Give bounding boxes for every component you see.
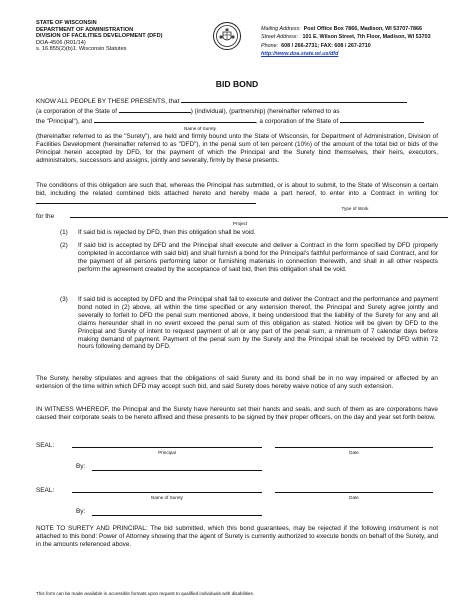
know-all-text: KNOW ALL PEOPLE BY THESE PRESENTS, that	[36, 98, 180, 105]
principal-name-field[interactable]	[181, 97, 407, 103]
conditions-paragraph	[36, 182, 438, 207]
corporation-state-text: (a corporation of the State of	[36, 108, 117, 115]
conditions-text: The conditions of this obligation are such that, whereas the Principal has submitted, or is about to submit, to the State of Wisconsin a certain bid, including the related combined bids attached hereto and hereby made a part hereof, to enter into a Contract in writing for	[36, 182, 438, 197]
agency-line-1: STATE OF WISCONSIN	[36, 20, 97, 26]
surety-state-field[interactable]	[340, 117, 424, 123]
by-label-1: By:	[76, 463, 86, 470]
intro-line-3	[36, 117, 424, 126]
agency-line-2: DEPARTMENT OF ADMINISTRATION	[36, 26, 134, 33]
state-seal-icon	[213, 22, 241, 50]
seal-label-2: SEAL:	[36, 487, 55, 494]
website-link[interactable]: http://www.doa.state.wi.us/dfd	[261, 51, 339, 58]
project-caption: Project	[232, 221, 248, 226]
seal-label-1: SEAL:	[36, 442, 55, 449]
principal-signature-line[interactable]	[72, 447, 262, 448]
for-the-line	[36, 212, 448, 221]
agency-block	[36, 20, 163, 53]
surety-date-line[interactable]	[275, 492, 433, 493]
item-2-number: (2)	[60, 242, 68, 249]
witness-paragraph: IN WITNESS WHEREOF, the Principal and the Surety have hereunto set their hands and seals, and such of them as are corporations have caused their corporate seals to be hereto affixed and these presents to be signed by their proper officers, on the day and year set forth below.	[36, 406, 438, 421]
by-label-2: By:	[76, 508, 86, 515]
phone-label: Phone:	[261, 42, 279, 49]
street-label: Street Address:	[261, 34, 298, 41]
date-caption-2: Date	[349, 495, 359, 500]
agency-line-3: DIVISION OF FACILITIES DEVELOPMENT (DFD)	[36, 33, 163, 40]
name-of-surety-caption: Name of Surety	[184, 126, 216, 131]
date-caption-1: Date	[349, 450, 359, 455]
item-1-number: (1)	[60, 229, 68, 236]
item-2-text: If said bid is accepted by DFD and the Principal shall execute and deliver a Contract in the form specified by DFD (properly completed in accordance with said bid) and shall furnish a bond for the Principal's faithful performance of said Contract, and for the payment of all persons performing labor or furnishing materials in connection therewith, and shall in all other respects perform the agreement created by the acceptance of said bid, then this obligation shall be void.	[78, 242, 438, 273]
principal-state-field[interactable]	[119, 107, 191, 113]
statute-reference: s. 16.855(2)(b)1. Wisconsin Statutes	[36, 46, 127, 53]
form-number: DOA-4506 (R01/14)	[36, 39, 86, 46]
principal-caption: Principal	[158, 450, 176, 455]
for-the-text: for the	[36, 213, 55, 220]
note-paragraph: NOTE TO SURETY AND PRINCIPAL: The bid submitted, which this bond guarantees, may be rejected if the following instrument is not attached to this bond: Power of Attorney showing that the agent of Surety is currently authorized to execute bonds on behalf of the Surety, and in the amounts referenced above.	[36, 525, 438, 548]
surety-name-field[interactable]	[94, 117, 256, 123]
intro-paragraph: (thereinafter referred to as the "Surety"), are held and firmly bound unto the State of Wisconsin, for Department of Administration, Division of Facilities Development (hereinafter referred to as "DFD"), in the penal sum of ten percent (10%) of the amount of the total bid or bids of the Principal herein accepted by DFD, for the payment of which the Principal and the Surety bind themselves, their heirs, executors, administrators, successors and assigns, jointly and severally, firmly by these presents.	[36, 133, 438, 164]
project-field[interactable]	[70, 212, 448, 218]
principal-by-line[interactable]	[92, 470, 262, 471]
contact-block	[261, 25, 431, 59]
mailing-address: Post Office Box 7866, Madison, WI 53707-7866	[303, 26, 422, 32]
surety-corporation-text: , a corporation of the State of	[255, 118, 339, 125]
type-of-work-field[interactable]	[36, 198, 256, 204]
principal-date-line[interactable]	[275, 447, 433, 448]
item-1-text: If said bid is rejected by DFD, then this obligation shall be void.	[78, 229, 256, 236]
type-of-work-caption: Type of Work	[341, 206, 369, 211]
surety-paragraph: The Surety, hereby stipulates and agrees that the obligations of said Surety and its bond shall be in no way impaired or affected by an extension of the time within which DFD may accept such bid, and said Surety does hereby waive notice of any such extension.	[36, 375, 438, 390]
name-of-surety-sig-caption: Name of Surety	[151, 495, 183, 500]
mailing-label: Mailing Address:	[261, 26, 301, 32]
accessibility-footer: This form can be made available in accessible formats upon request to qualified individuals with disabilities.	[36, 591, 255, 596]
surety-by-line[interactable]	[92, 515, 262, 516]
principal-and-text: the "Principal"), and	[36, 118, 93, 125]
phone-fax: 608 / 266-2731; FAX: 608 / 267-2710	[281, 42, 371, 49]
page-title: BID BOND	[215, 79, 259, 89]
entity-type-text: ) (individual), (partnership) (hereinafter referred to as	[190, 108, 340, 115]
intro-line-1	[36, 97, 407, 106]
item-3-text: If said bid is accepted by DFD and the Principal shall fail to execute and deliver the Contract and the performance and payment bond noted in (2) above, all within the time specified or any extension thereof, the Principal and Surety agree jointly and severally to forfeit to DFD the penal sum mentioned above, it being understood that the liability of the Surety for any and all claims hereunder shall in no event exceed the penal sum of this obligation as stated. Notice will be given by DFD to the Principal and Surety of intent to request payment of all or any part of the penal sum, a minimum of 7 calendar days before making demand of payment. Payment of the penal sum by the Surety and the Principal shall be received by DFD within 72 hours following demand by DFD.	[78, 296, 438, 351]
surety-signature-line[interactable]	[72, 492, 262, 493]
intro-line-2	[36, 107, 340, 116]
street-address: 101 E. Wilson Street, 7th Floor, Madison, WI 53703	[302, 34, 431, 41]
item-3-number: (3)	[60, 296, 68, 303]
